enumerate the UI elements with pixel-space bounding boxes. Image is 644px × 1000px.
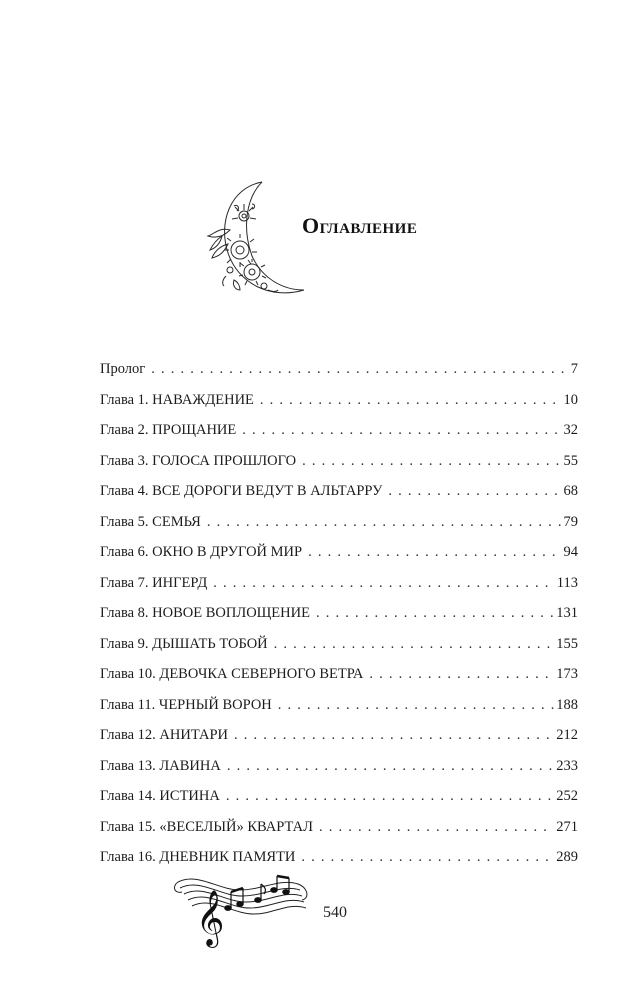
dot-leader: [207, 507, 562, 538]
dot-leader: [301, 842, 554, 873]
toc-entry-page: 79: [563, 513, 578, 530]
toc-entry-label: Глава 3. ГОЛОСА ПРОШЛОГО: [100, 452, 297, 469]
toc-entry-page: 7: [570, 361, 578, 377]
toc-entry-page: 252: [556, 788, 578, 804]
dot-leader: [227, 751, 554, 782]
toc-entry-label: Глава 15. «ВЕСЕЛЫЙ» КВАРТАЛ: [100, 818, 313, 835]
toc-entry-label: Глава 9. ДЫШАТЬ ТОБОЙ: [100, 635, 268, 652]
toc-entry-label: Глава 16. ДНЕВНИК ПАМЯТИ: [100, 849, 296, 865]
dot-leader: [319, 812, 554, 843]
page-title: Оглавление: [302, 213, 418, 238]
toc-entry-page: 32: [563, 422, 578, 438]
toc-entry-page: 188: [556, 696, 578, 713]
toc-entry-page: 113: [556, 574, 578, 591]
toc-entry[interactable]: [100, 354, 578, 385]
toc-entry-page: 271: [556, 818, 578, 835]
toc-entry[interactable]: [100, 781, 578, 812]
toc-entry-label: Глава 10. ДЕВОЧКА СЕВЕРНОГО ВЕТРА: [100, 666, 364, 682]
dot-leader: [151, 354, 569, 385]
table-of-contents: [100, 354, 578, 873]
crescent-moon-flowers-icon: [200, 178, 310, 303]
treble-clef-music-notes-icon: [170, 868, 315, 950]
toc-entry[interactable]: [100, 385, 578, 416]
dot-leader: [226, 781, 554, 812]
toc-entry-label: Глава 7. ИНГЕРД: [100, 574, 208, 591]
dot-leader: [274, 629, 555, 660]
toc-entry[interactable]: [100, 446, 578, 477]
toc-entry-page: 212: [556, 727, 578, 743]
toc-entry[interactable]: [100, 720, 578, 751]
dot-leader: [302, 446, 561, 477]
dot-leader: [316, 598, 554, 629]
toc-entry[interactable]: [100, 629, 578, 660]
toc-entry-label: Глава 14. ИСТИНА: [100, 788, 220, 804]
toc-entry[interactable]: [100, 659, 578, 690]
toc-entry-label: Глава 2. ПРОЩАНИЕ: [100, 422, 237, 438]
toc-entry-page: 173: [556, 666, 578, 682]
toc-entry-label: Глава 11. ЧЕРНЫЙ ВОРОН: [100, 696, 272, 713]
toc-entry-page: 155: [556, 635, 578, 652]
toc-entry-label: Глава 8. НОВОЕ ВОПЛОЩЕНИЕ: [100, 605, 310, 621]
dot-leader: [260, 385, 562, 416]
toc-entry-page: 94: [563, 544, 578, 560]
toc-entry[interactable]: [100, 568, 578, 599]
toc-entry-page: 10: [563, 391, 578, 408]
dot-leader: [213, 568, 555, 599]
toc-entry-label: Глава 12. АНИТАРИ: [100, 727, 228, 743]
toc-entry-page: 289: [556, 849, 578, 865]
toc-entry-label: Глава 6. ОКНО В ДРУГОЙ МИР: [100, 544, 303, 560]
toc-entry-page: 68: [563, 483, 578, 499]
dot-leader: [369, 659, 554, 690]
dot-leader: [388, 476, 561, 507]
toc-entry-label: Глава 13. ЛАВИНА: [100, 757, 221, 774]
toc-entry[interactable]: [100, 812, 578, 843]
toc-entry[interactable]: [100, 751, 578, 782]
toc-entry[interactable]: [100, 690, 578, 721]
toc-entry-label: Глава 5. СЕМЬЯ: [100, 513, 201, 530]
toc-entry[interactable]: [100, 537, 578, 568]
dot-leader: [242, 415, 561, 446]
toc-entry[interactable]: [100, 507, 578, 538]
toc-entry-page: 233: [556, 757, 578, 774]
toc-entry-label: Глава 4. ВСЕ ДОРОГИ ВЕДУТ В АЛЬТАРРУ: [100, 483, 383, 499]
toc-entry[interactable]: [100, 415, 578, 446]
page-number: 540: [323, 904, 347, 921]
dot-leader: [234, 720, 554, 751]
toc-entry-page: 55: [563, 452, 578, 469]
toc-entry[interactable]: [100, 476, 578, 507]
toc-entry-page: 131: [556, 605, 578, 621]
toc-entry-label: Пролог: [100, 361, 146, 377]
dot-leader: [278, 690, 554, 721]
toc-entry-label: Глава 1. НАВАЖДЕНИЕ: [100, 391, 254, 408]
dot-leader: [308, 537, 561, 568]
svg-text:𝄞: 𝄞: [196, 890, 225, 946]
toc-entry[interactable]: [100, 598, 578, 629]
